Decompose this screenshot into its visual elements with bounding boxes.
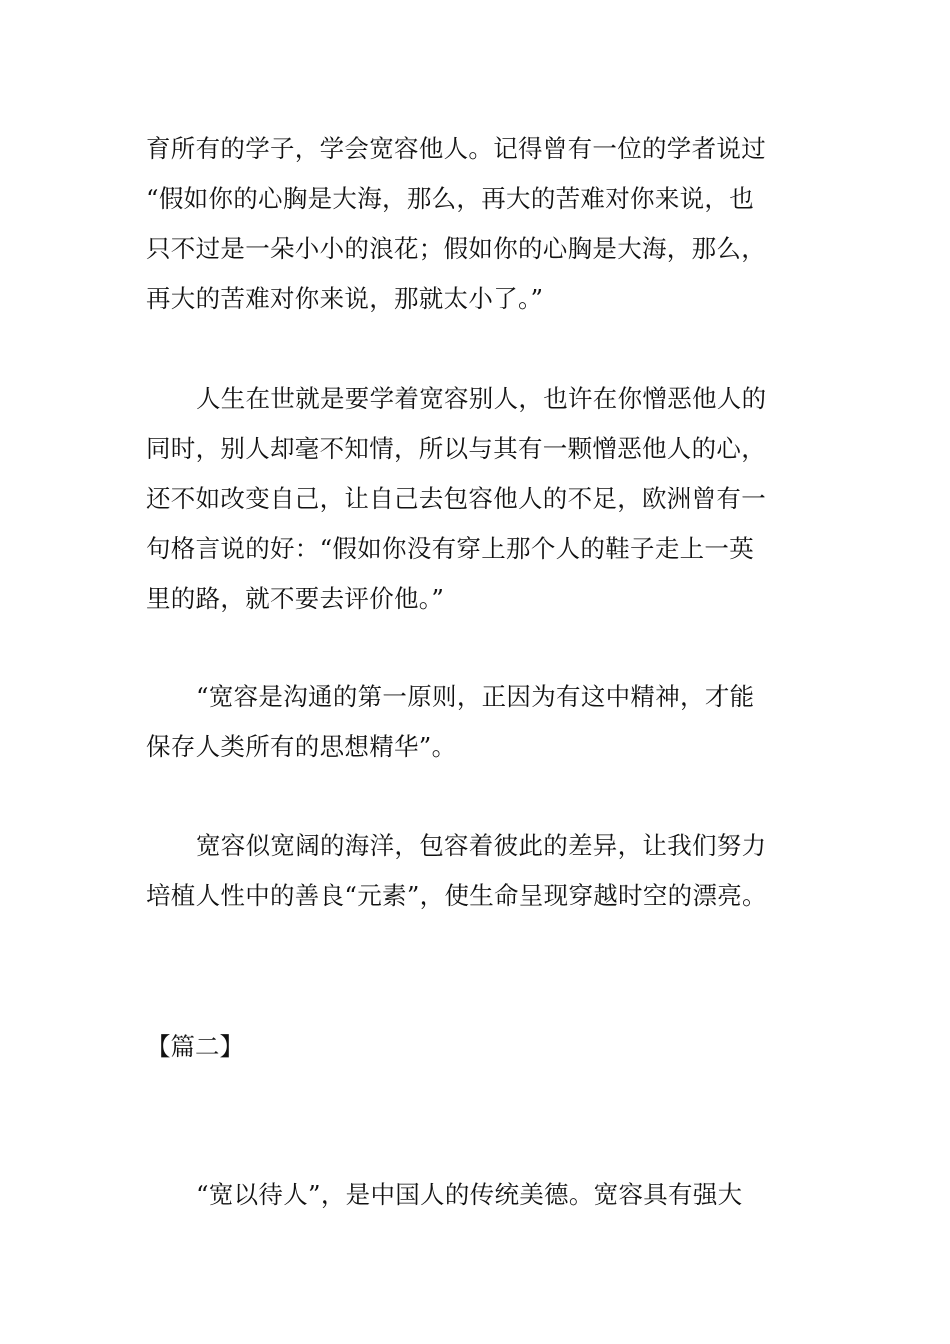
- text-line: 只不过是一朵小小的浪花；假如你的心胸是大海，那么，: [146, 234, 766, 263]
- paragraph-5: [146, 1170, 806, 1220]
- text-line: 还不如改变自己，让自己去包容他人的不足，欧洲曾有一: [146, 484, 766, 513]
- text-line: “假如你的心胸是大海，那么，再大的苦难对你来说，也: [146, 184, 755, 213]
- paragraph-2: [146, 374, 806, 624]
- text-line: 句格言说的好：“假如你没有穿上那个人的鞋子走上一英: [146, 534, 755, 563]
- text-line: 育所有的学子，学会宽容他人。记得曾有一位的学者说过: [146, 134, 766, 163]
- paragraph-3: [146, 672, 806, 772]
- paragraph-1: [146, 124, 806, 324]
- paragraph-4: [146, 821, 806, 921]
- section-heading: 【篇二】: [146, 1032, 244, 1061]
- text-line: 里的路，就不要去评价他。”: [146, 584, 445, 613]
- text-line: 再大的苦难对你来说，那就太小了。”: [146, 284, 544, 313]
- text-line: “宽容是沟通的第一原则，正因为有这中精神，才能: [196, 682, 755, 711]
- text-line: 宽容似宽阔的海洋，包容着彼此的差异，让我们努力: [196, 831, 767, 860]
- text-line: “宽以待人”，是中国人的传统美德。宽容具有强大: [196, 1180, 743, 1209]
- text-line: 同时，别人却毫不知情，所以与其有一颗憎恶他人的心，: [146, 434, 766, 463]
- text-line: 人生在世就是要学着宽容别人，也许在你憎恶他人的: [196, 384, 767, 413]
- text-line: 保存人类所有的思想精华”。: [146, 732, 457, 761]
- text-line: 培植人性中的善良“元素”，使生命呈现穿越时空的漂亮。: [146, 881, 767, 910]
